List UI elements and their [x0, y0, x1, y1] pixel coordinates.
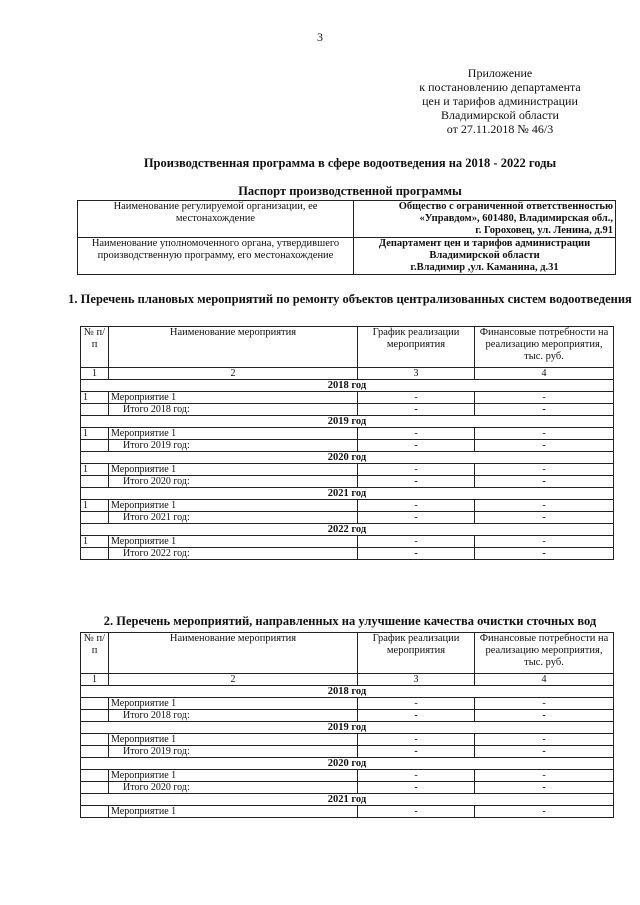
- column-header-number: № п/п: [81, 633, 109, 674]
- passport-title: Паспорт производственной программы: [238, 184, 462, 198]
- event-name: Мероприятие 1: [109, 698, 358, 710]
- year-row: [81, 794, 614, 806]
- column-index: 3: [358, 674, 475, 686]
- event-schedule: -: [358, 806, 475, 818]
- event-finance: -: [475, 536, 614, 548]
- passport-value-line: г.Владимир ,ул. Каманина, д.31: [410, 262, 559, 273]
- total-row: [81, 710, 614, 722]
- column-header-finance: Финансовые потребности на реализацию мероприятия, тыс. руб.: [475, 633, 614, 674]
- event-name: Мероприятие 1: [109, 500, 358, 512]
- event-finance: -: [475, 734, 614, 746]
- event-schedule: -: [358, 770, 475, 782]
- table-row: [81, 734, 614, 746]
- event-name: Мероприятие 1: [109, 770, 358, 782]
- event-finance: -: [475, 698, 614, 710]
- row-number: 1: [81, 500, 109, 512]
- total-finance: -: [475, 548, 614, 560]
- year-row: [81, 758, 614, 770]
- row-number: 1: [81, 536, 109, 548]
- section1-title: 1. Перечень плановых мероприятий по ремонту объектов централизованных систем водоотведения: [68, 292, 632, 306]
- passport-row-organization: [78, 201, 616, 238]
- total-row: [81, 548, 614, 560]
- row-number: [81, 698, 109, 710]
- table-row: [81, 392, 614, 404]
- event-schedule: -: [358, 464, 475, 476]
- column-header-schedule: График реализации мероприятия: [358, 633, 475, 674]
- column-header-name: Наименование мероприятия: [109, 327, 358, 368]
- total-finance: -: [475, 404, 614, 416]
- year-label: 2021 год: [81, 488, 614, 500]
- appendix-line: Приложение: [467, 66, 533, 80]
- row-number: 1: [81, 464, 109, 476]
- year-label: 2020 год: [81, 758, 614, 770]
- event-finance: -: [475, 500, 614, 512]
- year-label: 2020 год: [81, 452, 614, 464]
- row-number: [81, 734, 109, 746]
- total-finance: -: [475, 440, 614, 452]
- row-number: 1: [81, 428, 109, 440]
- event-name: Мероприятие 1: [109, 464, 358, 476]
- event-finance: -: [475, 464, 614, 476]
- section2-title: 2. Перечень мероприятий, направленных на улучшение качества очистки сточных вод: [103, 614, 597, 628]
- year-row: [81, 452, 614, 464]
- event-finance: -: [475, 806, 614, 818]
- passport-label: Наименование уполномоченного органа, утвердившего производственную программу, его местонахождение: [78, 238, 354, 275]
- total-number-cell: [81, 440, 109, 452]
- event-schedule: -: [358, 734, 475, 746]
- total-schedule: -: [358, 746, 475, 758]
- total-schedule: -: [358, 512, 475, 524]
- event-name: Мероприятие 1: [109, 536, 358, 548]
- appendix-line: к постановлению департамента: [419, 80, 581, 94]
- appendix-line: Владимирской области: [441, 108, 559, 122]
- table-row: [81, 464, 614, 476]
- total-row: [81, 404, 614, 416]
- total-label: Итого 2018 год:: [109, 404, 358, 416]
- event-name: Мероприятие 1: [109, 392, 358, 404]
- column-header-name: Наименование мероприятия: [109, 633, 358, 674]
- total-label: Итого 2020 год:: [109, 476, 358, 488]
- event-schedule: -: [358, 500, 475, 512]
- total-schedule: -: [358, 476, 475, 488]
- total-label: Итого 2019 год:: [109, 746, 358, 758]
- passport-value: [354, 238, 616, 275]
- column-header-number: № п/п: [81, 327, 109, 368]
- event-finance: -: [475, 428, 614, 440]
- year-row: [81, 524, 614, 536]
- total-label: Итого 2022 год:: [109, 548, 358, 560]
- passport-table: [77, 200, 616, 275]
- year-row: [81, 380, 614, 392]
- column-index-row: [81, 368, 614, 380]
- year-label: 2019 год: [81, 722, 614, 734]
- total-number-cell: [81, 782, 109, 794]
- total-number-cell: [81, 746, 109, 758]
- column-header-finance: Финансовые потребности на реализацию мероприятия, тыс. руб.: [475, 327, 614, 368]
- table-row: [81, 770, 614, 782]
- event-name: Мероприятие 1: [109, 806, 358, 818]
- section1-table: [80, 326, 614, 560]
- year-label: 2018 год: [81, 686, 614, 698]
- column-index: 4: [475, 368, 614, 380]
- total-number-cell: [81, 476, 109, 488]
- passport-value-line: Общество с ограниченной ответственностью: [398, 201, 613, 212]
- table-header-row: [81, 633, 614, 674]
- total-row: [81, 782, 614, 794]
- total-schedule: -: [358, 440, 475, 452]
- event-finance: -: [475, 770, 614, 782]
- event-schedule: -: [358, 392, 475, 404]
- row-number: [81, 806, 109, 818]
- table-row: [81, 428, 614, 440]
- passport-value: [354, 201, 616, 238]
- total-number-cell: [81, 548, 109, 560]
- table-row: [81, 698, 614, 710]
- table-row: [81, 500, 614, 512]
- column-index-row: [81, 674, 614, 686]
- table-header-row: [81, 327, 614, 368]
- total-finance: -: [475, 476, 614, 488]
- total-row: [81, 476, 614, 488]
- total-schedule: -: [358, 548, 475, 560]
- appendix-block: [400, 66, 600, 136]
- column-header-schedule: График реализации мероприятия: [358, 327, 475, 368]
- total-schedule: -: [358, 782, 475, 794]
- total-row: [81, 440, 614, 452]
- column-index: 2: [109, 674, 358, 686]
- total-row: [81, 746, 614, 758]
- event-schedule: -: [358, 536, 475, 548]
- table-row: [81, 806, 614, 818]
- document-title: Производственная программа в сфере водоотведения на 2018 - 2022 годы: [143, 156, 557, 170]
- row-number: 1: [81, 392, 109, 404]
- event-schedule: -: [358, 698, 475, 710]
- column-index: 1: [81, 674, 109, 686]
- total-finance: -: [475, 512, 614, 524]
- passport-value-line: Владимирской области: [429, 250, 540, 261]
- section2-table: [80, 632, 614, 818]
- column-index: 3: [358, 368, 475, 380]
- total-label: Итого 2018 год:: [109, 710, 358, 722]
- total-number-cell: [81, 710, 109, 722]
- year-label: 2022 год: [81, 524, 614, 536]
- total-finance: -: [475, 746, 614, 758]
- year-label: 2019 год: [81, 416, 614, 428]
- column-index: 1: [81, 368, 109, 380]
- year-row: [81, 488, 614, 500]
- column-index: 2: [109, 368, 358, 380]
- column-index: 4: [475, 674, 614, 686]
- total-schedule: -: [358, 710, 475, 722]
- event-name: Мероприятие 1: [109, 734, 358, 746]
- total-finance: -: [475, 710, 614, 722]
- event-schedule: -: [358, 428, 475, 440]
- table-row: [81, 536, 614, 548]
- event-finance: -: [475, 392, 614, 404]
- passport-value-line: Департамент цен и тарифов администрации: [378, 238, 591, 249]
- row-number: [81, 770, 109, 782]
- total-number-cell: [81, 404, 109, 416]
- year-row: [81, 686, 614, 698]
- year-row: [81, 722, 614, 734]
- total-row: [81, 512, 614, 524]
- passport-row-authority: [78, 238, 616, 275]
- total-number-cell: [81, 512, 109, 524]
- year-label: 2018 год: [81, 380, 614, 392]
- year-label: 2021 год: [81, 794, 614, 806]
- total-finance: -: [475, 782, 614, 794]
- passport-value-line: «Управдом», 601480, Владимирская обл.,: [419, 213, 613, 224]
- passport-value-line: г. Гороховец, ул. Ленина, д.91: [475, 225, 613, 236]
- year-row: [81, 416, 614, 428]
- total-label: Итого 2021 год:: [109, 512, 358, 524]
- page-number: 3: [317, 30, 323, 44]
- total-label: Итого 2019 год:: [109, 440, 358, 452]
- total-label: Итого 2020 год:: [109, 782, 358, 794]
- appendix-date: от 27.11.2018 № 46/3: [446, 122, 554, 136]
- appendix-line: цен и тарифов администрации: [422, 94, 578, 108]
- event-name: Мероприятие 1: [109, 428, 358, 440]
- total-schedule: -: [358, 404, 475, 416]
- passport-label: Наименование регулируемой организации, ее местонахождение: [78, 201, 354, 238]
